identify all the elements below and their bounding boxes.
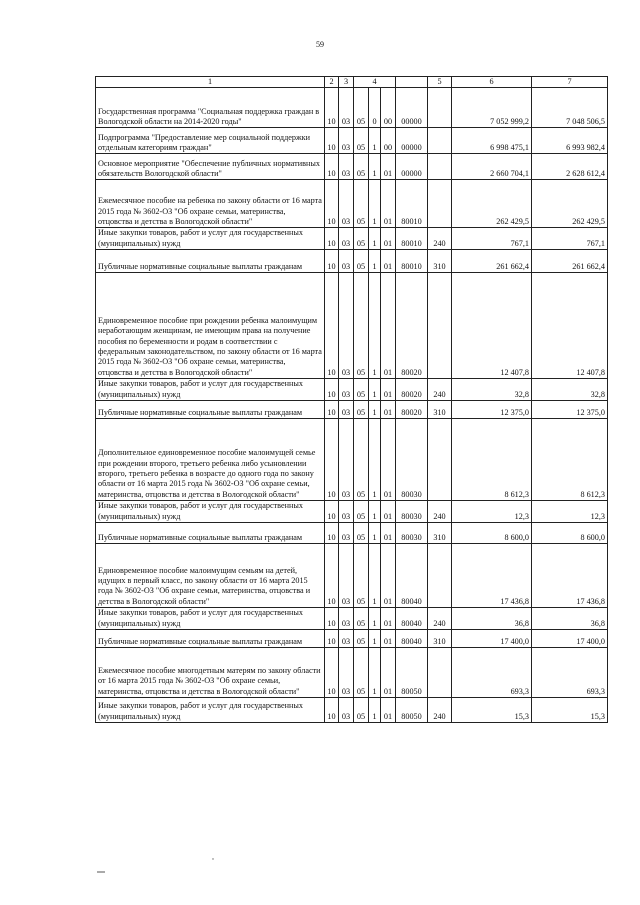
page-number: 59	[316, 40, 324, 49]
row-col-3: 03	[339, 501, 354, 523]
row-col-6: 17 400,0	[452, 630, 532, 648]
row-name: Дополнительное единовременное пособие малоимущей семье при рождении второго, третьего ребенка либо усыновлении второго, третьего ребенка в возрасте до одного года по закону области от 16 марта 2015 года № 3602-ОЗ "Об охране семьи, материнства, отцовства и детства в Вологодской области"	[96, 419, 325, 501]
row-col-4d: 80010	[396, 250, 428, 273]
row-col-4a: 05	[354, 154, 369, 180]
row-col-2: 10	[325, 630, 339, 648]
row-name: Публичные нормативные социальные выплаты гражданам	[96, 630, 325, 648]
row-col-4c: 01	[381, 501, 396, 523]
row-col-2: 10	[325, 180, 339, 228]
row-col-4c: 00	[381, 88, 396, 128]
header-col-3: 3	[339, 77, 354, 88]
row-col-4a: 05	[354, 401, 369, 419]
row-col-4a: 05	[354, 648, 369, 698]
row-col-4b: 1	[369, 608, 381, 630]
row-name: Публичные нормативные социальные выплаты гражданам	[96, 250, 325, 273]
row-col-4d: 80030	[396, 419, 428, 501]
row-col-6: 17 436,8	[452, 544, 532, 608]
row-col-7: 12 375,0	[532, 401, 608, 419]
row-col-2: 10	[325, 401, 339, 419]
row-col-7: 7 048 506,5	[532, 88, 608, 128]
row-col-4c: 01	[381, 648, 396, 698]
row-col-4b: 1	[369, 250, 381, 273]
row-col-5: 310	[428, 250, 452, 273]
row-col-7: 2 628 612,4	[532, 154, 608, 180]
row-col-5: 310	[428, 523, 452, 544]
row-col-4d: 80020	[396, 401, 428, 419]
row-col-4a: 05	[354, 250, 369, 273]
row-col-5: 240	[428, 501, 452, 523]
row-col-6: 262 429,5	[452, 180, 532, 228]
row-col-7: 8 600,0	[532, 523, 608, 544]
scan-dot	[212, 858, 213, 859]
row-col-2: 10	[325, 273, 339, 379]
row-col-3: 03	[339, 180, 354, 228]
row-col-4a: 05	[354, 501, 369, 523]
row-col-4a: 05	[354, 273, 369, 379]
row-col-3: 03	[339, 401, 354, 419]
row-col-3: 03	[339, 379, 354, 401]
row-name: Ежемесячное пособие на ребенка по закону области от 16 марта 2015 года № 3602-ОЗ "Об охране семьи, материнства, отцовства и детства в Вологодской области"	[96, 180, 325, 228]
row-col-7: 12,3	[532, 501, 608, 523]
row-col-4b: 1	[369, 630, 381, 648]
row-col-2: 10	[325, 544, 339, 608]
row-col-7: 767,1	[532, 228, 608, 250]
row-col-4a: 05	[354, 128, 369, 154]
row-col-7: 262 429,5	[532, 180, 608, 228]
row-col-4d: 00000	[396, 128, 428, 154]
row-col-3: 03	[339, 273, 354, 379]
row-col-6: 7 052 999,2	[452, 88, 532, 128]
row-col-2: 10	[325, 154, 339, 180]
row-col-7: 15,3	[532, 698, 608, 723]
row-name: Основное мероприятие "Обеспечение публичных нормативных обязательств Вологодской области"	[96, 154, 325, 180]
row-col-4c: 01	[381, 273, 396, 379]
row-col-5: 310	[428, 401, 452, 419]
row-name: Единовременное пособие малоимущим семьям на детей, идущих в первый класс, по закону области от 16 марта 2015 года № 3602-ОЗ "Об охране семьи, материнства, отцовства и детства в Вологодской области"	[96, 544, 325, 608]
row-col-4c: 01	[381, 228, 396, 250]
row-col-4d: 80010	[396, 228, 428, 250]
row-name: Иные закупки товаров, работ и услуг для государственных (муниципальных) нужд	[96, 379, 325, 401]
row-col-4d: 80030	[396, 523, 428, 544]
row-col-3: 03	[339, 128, 354, 154]
row-col-4a: 05	[354, 523, 369, 544]
row-col-6: 2 660 704,1	[452, 154, 532, 180]
row-name: Иные закупки товаров, работ и услуг для государственных (муниципальных) нужд	[96, 228, 325, 250]
row-col-4a: 05	[354, 698, 369, 723]
header-col-1: 1	[96, 77, 325, 88]
row-col-4b: 1	[369, 379, 381, 401]
row-col-2: 10	[325, 501, 339, 523]
row-col-6: 15,3	[452, 698, 532, 723]
row-col-4c: 01	[381, 250, 396, 273]
row-col-3: 03	[339, 88, 354, 128]
row-col-3: 03	[339, 648, 354, 698]
row-col-3: 03	[339, 608, 354, 630]
row-name: Ежемесячное пособие многодетным матерям по закону области от 16 марта 2015 года № 3602-ОЗ "Об охране семьи, материнства, отцовства и детства в Вологодской области"	[96, 648, 325, 698]
row-col-4c: 01	[381, 419, 396, 501]
row-col-4b: 1	[369, 501, 381, 523]
row-col-2: 10	[325, 419, 339, 501]
row-col-4c: 01	[381, 630, 396, 648]
row-col-4d: 80040	[396, 608, 428, 630]
row-name: Единовременное пособие при рождении ребенка малоимущим неработающим женщинам, не имеющим права на получение пособия по беременности и родам в соответствии с федеральным законодательством, по закону области от 16 марта 2015 года № 3602-ОЗ "Об охране семьи, материнства, отцовства и детства в Вологодской области"	[96, 273, 325, 379]
row-col-2: 10	[325, 228, 339, 250]
row-col-2: 10	[325, 608, 339, 630]
row-col-4b: 1	[369, 228, 381, 250]
row-name: Публичные нормативные социальные выплаты гражданам	[96, 401, 325, 419]
row-col-5: 240	[428, 608, 452, 630]
row-col-2: 10	[325, 379, 339, 401]
row-col-7: 36,8	[532, 608, 608, 630]
row-col-4b: 1	[369, 419, 381, 501]
row-col-4a: 05	[354, 180, 369, 228]
row-col-7: 6 993 982,4	[532, 128, 608, 154]
row-col-4b: 1	[369, 698, 381, 723]
row-col-4c: 01	[381, 154, 396, 180]
row-col-3: 03	[339, 698, 354, 723]
row-name: Иные закупки товаров, работ и услуг для государственных (муниципальных) нужд	[96, 501, 325, 523]
row-col-5: 240	[428, 698, 452, 723]
row-col-4d: 80050	[396, 698, 428, 723]
row-col-4b: 1	[369, 180, 381, 228]
row-col-4d: 80040	[396, 544, 428, 608]
row-col-4b: 1	[369, 154, 381, 180]
row-col-4d: 80020	[396, 273, 428, 379]
row-col-4a: 05	[354, 228, 369, 250]
row-col-6: 32,8	[452, 379, 532, 401]
row-col-4a: 05	[354, 630, 369, 648]
row-col-5: 240	[428, 228, 452, 250]
row-col-6: 12 407,8	[452, 273, 532, 379]
row-col-6: 12 375,0	[452, 401, 532, 419]
row-col-6: 12,3	[452, 501, 532, 523]
row-col-4c: 00	[381, 128, 396, 154]
row-col-4b: 1	[369, 523, 381, 544]
header-col-4: 4	[354, 77, 396, 88]
row-col-4c: 01	[381, 698, 396, 723]
row-col-4a: 05	[354, 608, 369, 630]
row-col-4c: 01	[381, 608, 396, 630]
row-col-4c: 01	[381, 523, 396, 544]
header-col-6: 6	[452, 77, 532, 88]
row-col-2: 10	[325, 128, 339, 154]
row-col-7: 12 407,8	[532, 273, 608, 379]
row-name: Иные закупки товаров, работ и услуг для государственных (муниципальных) нужд	[96, 608, 325, 630]
row-col-3: 03	[339, 544, 354, 608]
row-col-2: 10	[325, 523, 339, 544]
row-col-4d: 00000	[396, 88, 428, 128]
header-col-2: 2	[325, 77, 339, 88]
row-col-4d: 80040	[396, 630, 428, 648]
row-col-4a: 05	[354, 419, 369, 501]
header-col-5: 5	[428, 77, 452, 88]
row-col-4d: 00000	[396, 154, 428, 180]
row-name: Публичные нормативные социальные выплаты гражданам	[96, 523, 325, 544]
row-name: Иные закупки товаров, работ и услуг для государственных (муниципальных) нужд	[96, 698, 325, 723]
row-col-5: 240	[428, 379, 452, 401]
row-col-2: 10	[325, 648, 339, 698]
row-col-6: 8 612,3	[452, 419, 532, 501]
row-col-6: 8 600,0	[452, 523, 532, 544]
row-col-4a: 05	[354, 379, 369, 401]
row-col-6: 6 998 475,1	[452, 128, 532, 154]
row-col-2: 10	[325, 250, 339, 273]
row-col-3: 03	[339, 630, 354, 648]
row-col-6: 261 662,4	[452, 250, 532, 273]
row-col-4b: 0	[369, 88, 381, 128]
row-col-2: 10	[325, 88, 339, 128]
row-col-4b: 1	[369, 128, 381, 154]
row-col-4d: 80020	[396, 379, 428, 401]
row-col-2: 10	[325, 698, 339, 723]
row-col-7: 32,8	[532, 379, 608, 401]
row-col-4c: 01	[381, 180, 396, 228]
row-col-7: 261 662,4	[532, 250, 608, 273]
row-name: Государственная программа "Социальная поддержка граждан в Вологодской области на 2014-2020 годы"	[96, 88, 325, 128]
row-col-7: 8 612,3	[532, 419, 608, 501]
row-col-6: 36,8	[452, 608, 532, 630]
row-col-4b: 1	[369, 544, 381, 608]
row-col-4d: 80010	[396, 180, 428, 228]
row-col-4d: 80030	[396, 501, 428, 523]
row-col-4a: 05	[354, 544, 369, 608]
row-col-4c: 01	[381, 379, 396, 401]
row-col-4c: 01	[381, 544, 396, 608]
row-col-6: 693,3	[452, 648, 532, 698]
row-col-5: 310	[428, 630, 452, 648]
row-col-3: 03	[339, 154, 354, 180]
header-col-7: 7	[532, 77, 608, 88]
row-col-6: 767,1	[452, 228, 532, 250]
row-col-4b: 1	[369, 273, 381, 379]
row-col-3: 03	[339, 250, 354, 273]
row-col-4b: 1	[369, 648, 381, 698]
row-col-3: 03	[339, 419, 354, 501]
row-col-7: 17 436,8	[532, 544, 608, 608]
row-col-7: 693,3	[532, 648, 608, 698]
row-col-3: 03	[339, 228, 354, 250]
row-col-4b: 1	[369, 401, 381, 419]
row-col-4a: 05	[354, 88, 369, 128]
row-name: Подпрограмма "Предоставление мер социальной поддержки отдельным категориям граждан"	[96, 128, 325, 154]
row-col-4c: 01	[381, 401, 396, 419]
row-col-7: 17 400,0	[532, 630, 608, 648]
row-col-3: 03	[339, 523, 354, 544]
row-col-4d: 80050	[396, 648, 428, 698]
